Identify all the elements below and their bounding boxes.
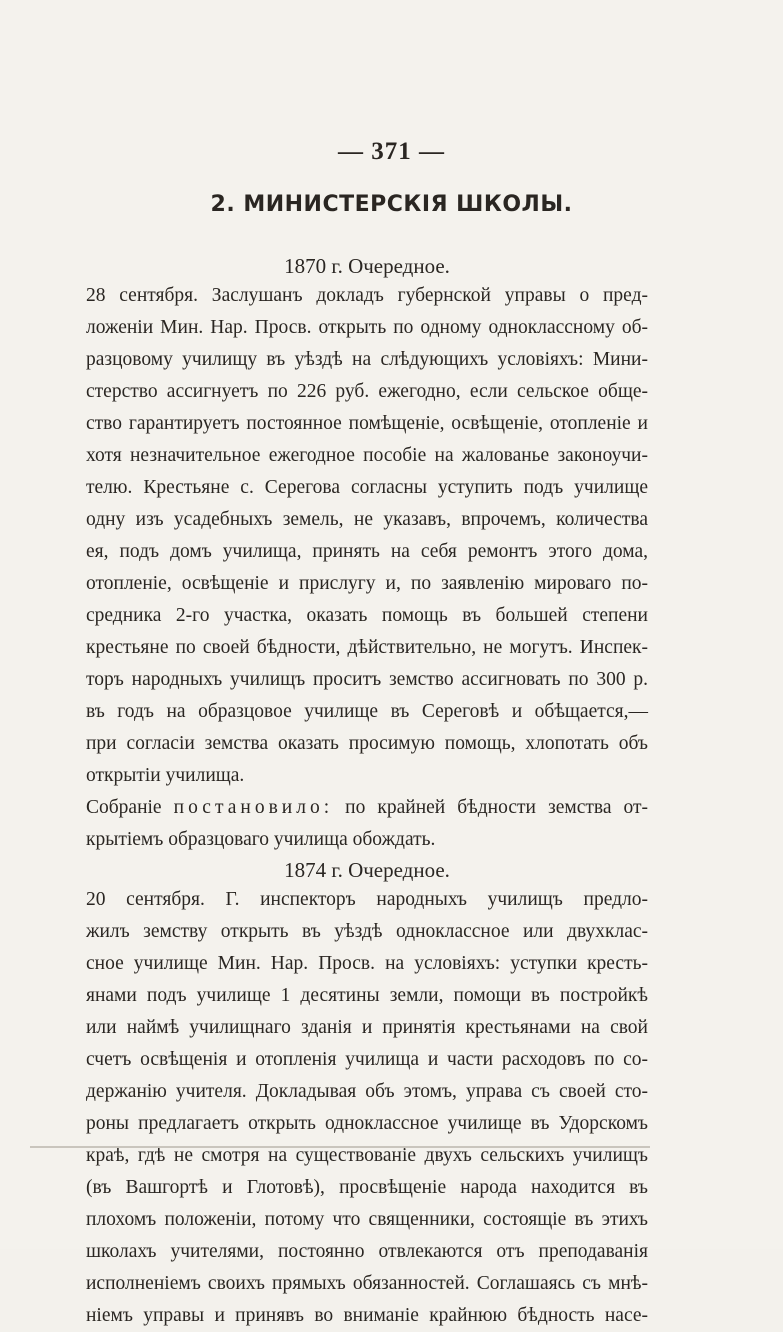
paragraph-line: счетъ освѣщенія и отопленія училища и части расходовъ по со- bbox=[86, 1049, 648, 1070]
paragraph-line: ложеніи Мин. Нар. Просв. открыть по одному одноклассному об- bbox=[86, 317, 648, 338]
paragraph-line: (въ Вашгортѣ и Глотовѣ), просвѣщеніе народа находится въ bbox=[86, 1177, 648, 1198]
paragraph-line: плохомъ положеніи, потому что священники, состоящіе въ этихъ bbox=[86, 1209, 648, 1230]
paragraph-line: или наймѣ училищнаго зданія и принятія крестьянами на свой bbox=[86, 1017, 648, 1038]
page-number: — 371 — bbox=[338, 138, 445, 165]
entry-heading-1874: 1874 г. Очередное. bbox=[284, 858, 450, 882]
paragraph-line: ство гарантируетъ постоянное помѣщеніе, освѣщеніе, отопленіе и bbox=[86, 413, 648, 434]
paragraph-line: янами подъ училище 1 десятины земли, помощи въ постройкѣ bbox=[86, 985, 648, 1006]
paragraph-line: ея, подъ домъ училища, принять на себя ремонтъ этого дома, bbox=[86, 541, 648, 562]
section-title: 2. МИНИСТЕРСКІЯ ШКОЛЫ. bbox=[210, 192, 573, 217]
paragraph-line: школахъ учителями, постоянно отвлекаются отъ преподаванія bbox=[86, 1241, 648, 1262]
page-body bbox=[86, 252, 648, 1332]
paragraph-line: держанію учителя. Докладывая объ этомъ, управа съ своей сто- bbox=[86, 1081, 648, 1102]
paragraph-line: 20 сентября. Г. инспекторъ народныхъ училищъ предло- bbox=[86, 889, 648, 910]
paragraph-line: краѣ, гдѣ не смотря на существованіе двухъ сельскихъ училищъ bbox=[86, 1145, 648, 1166]
paragraph-line: крестьяне по своей бѣдности, дѣйствительно, не могутъ. Инспек- bbox=[86, 637, 648, 658]
paragraph-line: средника 2-го участка, оказать помощь въ большей степени bbox=[86, 605, 648, 626]
resolution-rest: по крайней бѣдности земства от- bbox=[345, 797, 649, 818]
paragraph-line: исполненіемъ своихъ прямыхъ обязанностей. Соглашаясь съ мнѣ- bbox=[86, 1273, 648, 1294]
page-bottom-rule bbox=[30, 1146, 650, 1148]
resolution-intro: Собраніе bbox=[86, 797, 162, 818]
paragraph-line: сное училище Мин. Нар. Просв. на условіяхъ: уступки кресть- bbox=[86, 953, 648, 974]
paragraph-line: роны предлагаетъ открыть одноклассное училище въ Удорскомъ bbox=[86, 1113, 648, 1134]
entry-heading-1870: 1870 г. Очередное. bbox=[284, 254, 450, 278]
paragraph-line: при согласіи земства оказать просимую помощь, хлопотать объ bbox=[86, 733, 648, 754]
paragraph-line: стерство ассигнуетъ по 226 руб. ежегодно, если сельское обще- bbox=[86, 381, 648, 402]
paragraph-line: ніемъ управы и принявъ во вниманіе крайнюю бѣдность насе- bbox=[86, 1305, 648, 1326]
paragraph-line: разцовому училищу въ уѣздѣ на слѣдующихъ условіяхъ: Мини- bbox=[86, 349, 648, 370]
paragraph-line: жилъ земству открыть въ уѣздѣ одноклассное или двухклас- bbox=[86, 921, 648, 942]
paragraph-line: открытіи училища. bbox=[86, 765, 245, 786]
paragraph-line: телю. Крестьяне с. Серегова согласны уступить подъ училище bbox=[86, 477, 648, 498]
paragraph-line: хотя незначительное ежегодное пособіе на жалованье законоучи- bbox=[86, 445, 648, 466]
resolution-line bbox=[86, 792, 648, 824]
paragraph-line: одну изъ усадебныхъ земель, не указавъ, впрочемъ, количества bbox=[86, 509, 648, 530]
paragraph-line: въ годъ на образцовое училище въ Сереговѣ и обѣщается,— bbox=[86, 701, 648, 722]
paragraph-line: отопленіе, освѣщеніе и прислугу и, по заявленію мироваго по- bbox=[86, 573, 648, 594]
paragraph-line: торъ народныхъ училищъ проситъ земство ассигновать по 300 р. bbox=[86, 669, 648, 690]
paragraph-line: 28 сентября. Заслушанъ докладъ губернской управы о пред- bbox=[86, 285, 648, 306]
resolution-last-line: крытіемъ образцоваго училища обождать. bbox=[86, 829, 436, 850]
resolution-word: постановило: bbox=[173, 797, 334, 818]
